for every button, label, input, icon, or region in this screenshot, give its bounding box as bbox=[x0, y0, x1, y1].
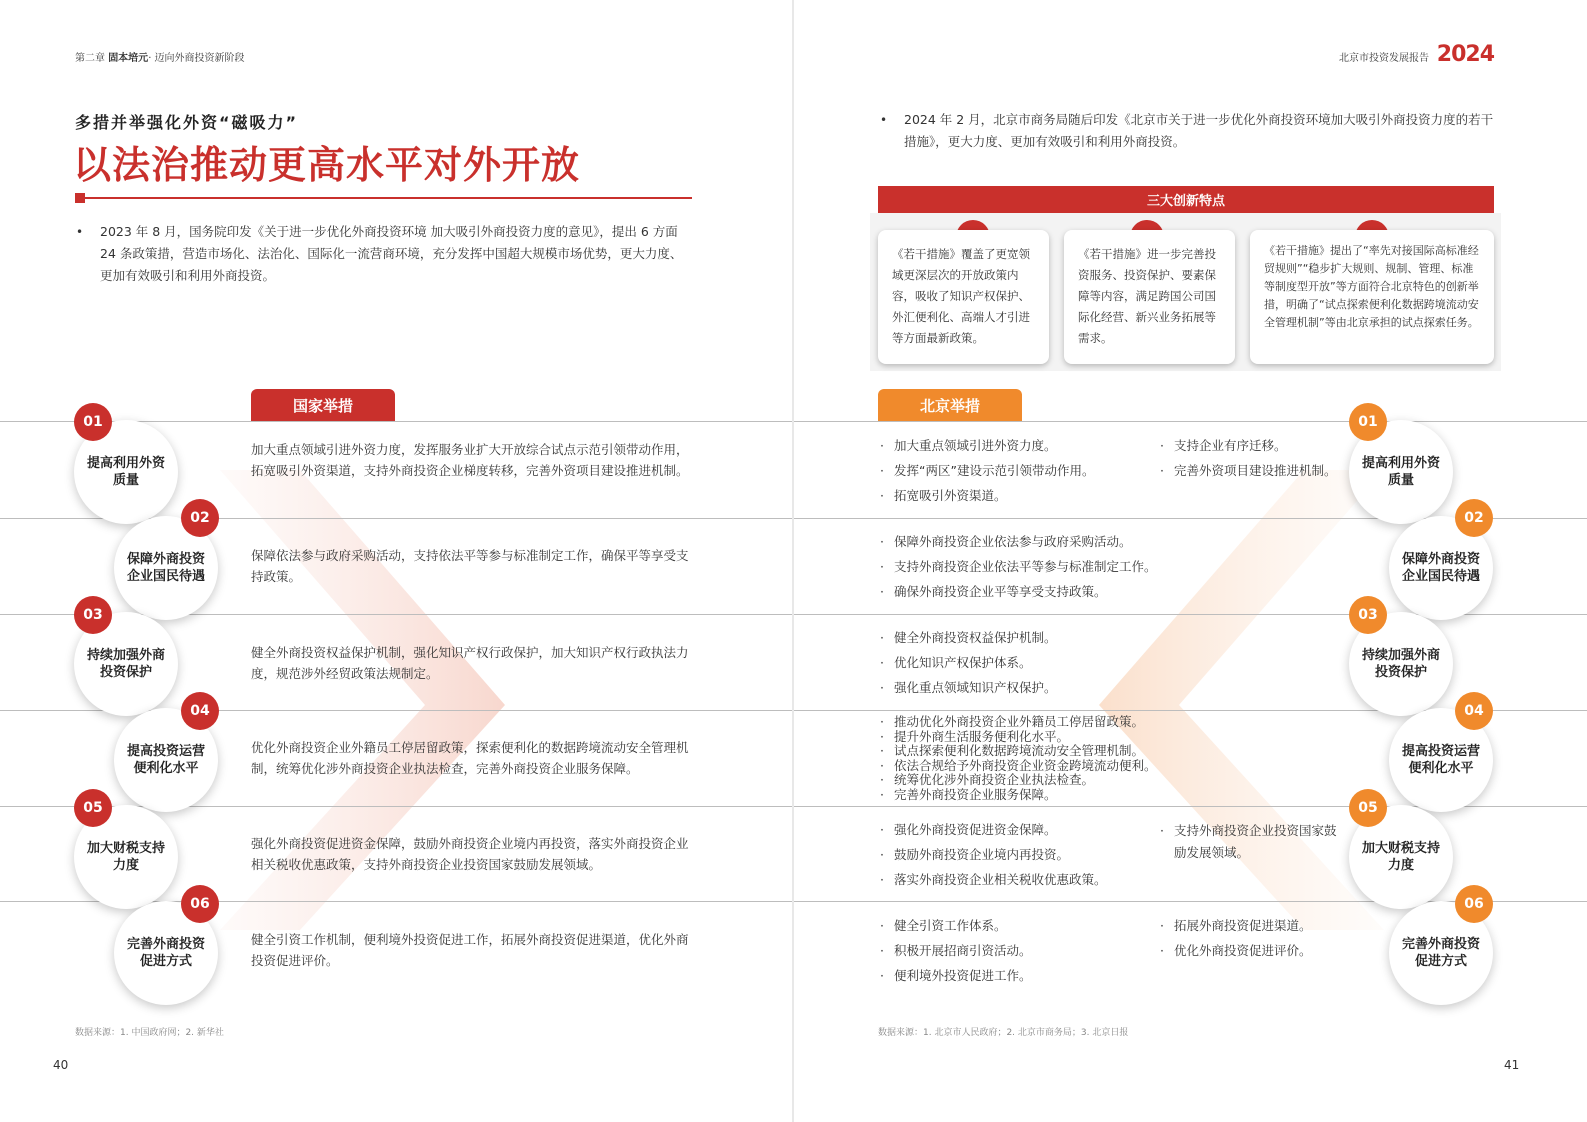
list-item: · 优化知识产权保护体系。 bbox=[880, 650, 1057, 675]
list-item: · 依法合规给予外商投资企业资金跨境流动便利。 bbox=[880, 759, 1157, 774]
title-divider bbox=[75, 197, 692, 199]
list-item: · 支持外商投资企业依法平等参与标准制定工作。 bbox=[880, 554, 1157, 579]
measure-number-badge: 04 bbox=[181, 692, 219, 730]
list-item: · 试点探索便利化数据跨境流动安全管理机制。 bbox=[880, 744, 1157, 759]
beijing-measure-list bbox=[1160, 913, 1312, 963]
innovation-card: 《若干措施》覆盖了更宽领域更深层次的开放政策内容，吸收了知识产权保护、外汇便利化、高端人才引进等方面最新政策。 bbox=[878, 230, 1049, 364]
title-divider-marker bbox=[75, 193, 85, 203]
page-number: 40 bbox=[53, 1058, 69, 1072]
list-item: · 拓宽吸引外资渠道。 bbox=[880, 483, 1094, 508]
beijing-measure-list bbox=[880, 913, 1032, 988]
report-header-year: 2024 bbox=[1436, 42, 1494, 67]
section-subtitle: 多措并举强化外资“磁吸力” bbox=[75, 113, 299, 132]
measure-number-badge: 05 bbox=[74, 789, 112, 827]
list-item: · 鼓励外商投资企业境内再投资。 bbox=[880, 842, 1107, 867]
list-item: · 推动优化外商投资企业外籍员工停居留政策。 bbox=[880, 715, 1157, 730]
measure-number-badge: 01 bbox=[1349, 403, 1387, 441]
list-item: · 支持企业有序迁移。 bbox=[1160, 433, 1337, 458]
beijing-measure-list bbox=[880, 715, 1157, 802]
beijing-measure-list bbox=[880, 625, 1057, 700]
measure-number-badge: 06 bbox=[181, 885, 219, 923]
measure-number-badge: 05 bbox=[1349, 789, 1387, 827]
list-item: · 统筹优化涉外商投资企业执法检查。 bbox=[880, 773, 1157, 788]
beijing-measures-tag: 北京举措 bbox=[878, 389, 1022, 422]
page-title: 以法治推动更高水平对外开放 bbox=[73, 143, 581, 187]
page-number: 41 bbox=[1504, 1058, 1520, 1072]
chapter-header: 第二章 固本培元· 迈向外商投资新阶段 bbox=[75, 53, 245, 64]
measure-circle: 提高利用外资质量 bbox=[74, 420, 178, 524]
measure-description: 强化外商投资促进资金保障，鼓励外商投资企业境内再投资，落实外商投资企业相关税收优惠政策，支持外商投资企业投资国家鼓励发展领域。 bbox=[251, 836, 689, 872]
innovation-card: 《若干措施》进一步完善投资服务、投资保护、要素保障等内容，满足跨国公司国际化经营、新兴业务拓展等需求。 bbox=[1064, 230, 1235, 364]
measure-circle: 完善外商投资促进方式 bbox=[114, 901, 218, 1005]
list-item: · 加大重点领域引进外资力度。 bbox=[880, 433, 1094, 458]
measure-number-badge: 01 bbox=[74, 403, 112, 441]
measure-number-badge: 06 bbox=[1455, 885, 1493, 923]
list-item: · 便利境外投资促进工作。 bbox=[880, 963, 1032, 988]
measure-description: 优化外商投资企业外籍员工停居留政策，探索便利化的数据跨境流动安全管理机制，统筹优化涉外商投资企业执法检查，完善外商投资企业服务保障。 bbox=[251, 740, 689, 776]
measure-circle: 加大财税支持力度 bbox=[74, 805, 178, 909]
bullet-dot-icon: • bbox=[880, 113, 888, 127]
measure-circle: 持续加强外商投资保护 bbox=[1349, 612, 1453, 716]
beijing-measure-list bbox=[1160, 820, 1340, 864]
measure-circle: 保障外商投资企业国民待遇 bbox=[1389, 516, 1493, 620]
list-item: · 完善外商投资企业服务保障。 bbox=[880, 788, 1157, 803]
intro-paragraph: • 2023 年 8 月，国务院印发《关于进一步优化外商投资环境 加大吸引外商投资力度的意见》，提出 6 方面 24 条政策措，营造市场化、法治化、国际化一流营商环境，充分发挥中国超大规模市场优势，更大力度、更加有效吸引和利用外商投资。 bbox=[100, 221, 692, 287]
measure-circle: 提高利用外资质量 bbox=[1349, 420, 1453, 524]
list-item: · 积极开展招商引资活动。 bbox=[880, 938, 1032, 963]
beijing-measure-list bbox=[880, 433, 1094, 508]
list-item: · 健全外商投资权益保护机制。 bbox=[880, 625, 1057, 650]
measure-circle: 提高投资运营便利化水平 bbox=[1389, 708, 1493, 812]
measure-number-badge: 04 bbox=[1455, 692, 1493, 730]
list-item: · 拓展外商投资促进渠道。 bbox=[1160, 913, 1312, 938]
list-item: · 确保外商投资企业平等享受支持政策。 bbox=[880, 579, 1157, 604]
measure-circle: 持续加强外商投资保护 bbox=[74, 612, 178, 716]
list-item: · 强化重点领域知识产权保护。 bbox=[880, 675, 1057, 700]
list-item: · 发挥“两区”建设示范引领带动作用。 bbox=[880, 458, 1094, 483]
measure-number-badge: 03 bbox=[74, 596, 112, 634]
measure-number-badge: 03 bbox=[1349, 596, 1387, 634]
measure-circle: 完善外商投资促进方式 bbox=[1389, 901, 1493, 1005]
list-item: · 强化外商投资促进资金保障。 bbox=[880, 817, 1107, 842]
row-divider bbox=[794, 614, 1587, 615]
report-header-title: 北京市投资发展报告 bbox=[1339, 53, 1429, 64]
list-item: · 保障外商投资企业依法参与政府采购活动。 bbox=[880, 529, 1157, 554]
measure-description: 加大重点领域引进外资力度，发挥服务业扩大开放综合试点示范引领带动作用，拓宽吸引外资渠道，支持外商投资企业梯度转移，完善外资项目建设推进机制。 bbox=[251, 442, 689, 478]
beijing-measure-list bbox=[880, 817, 1107, 892]
list-item: · 健全引资工作体系。 bbox=[880, 913, 1032, 938]
measure-number-badge: 02 bbox=[1455, 499, 1493, 537]
measure-number-badge: 02 bbox=[181, 499, 219, 537]
row-divider bbox=[794, 806, 1587, 807]
list-item: · 提升外商生活服务便利化水平。 bbox=[880, 730, 1157, 745]
list-item: · 优化外商投资促进评价。 bbox=[1160, 938, 1312, 963]
national-measures-tag: 国家举措 bbox=[251, 389, 395, 422]
left-page bbox=[0, 0, 793, 1122]
intro-paragraph: • 2024 年 2 月，北京市商务局随后印发《北京市关于进一步优化外商投资环境加大吸引外商投资力度的若干措施》，更大力度、更加有效吸引和利用外商投资。 bbox=[904, 109, 1494, 153]
beijing-measure-list bbox=[1160, 433, 1337, 483]
measure-circle: 保障外商投资企业国民待遇 bbox=[114, 516, 218, 620]
measure-description: 健全外商投资权益保护机制，强化知识产权行政保护，加大知识产权行政执法力度，规范涉外经贸政策法规制定。 bbox=[251, 645, 689, 681]
bullet-dot-icon: • bbox=[76, 225, 84, 239]
data-source: 数据来源：1. 北京市人民政府；2. 北京市商务局；3. 北京日报 bbox=[878, 1028, 1129, 1038]
innovation-header: 三大创新特点 bbox=[878, 186, 1494, 213]
beijing-measure-list bbox=[880, 529, 1157, 604]
measure-description: 健全引资工作机制，便利境外投资促进工作，拓展外商投资促进渠道，优化外商投资促进评价。 bbox=[251, 932, 689, 968]
list-item: · 落实外商投资企业相关税收优惠政策。 bbox=[880, 867, 1107, 892]
right-page bbox=[794, 0, 1587, 1122]
data-source: 数据来源：1. 中国政府网；2. 新华社 bbox=[75, 1028, 224, 1038]
row-divider bbox=[794, 421, 1587, 422]
measure-circle: 提高投资运营便利化水平 bbox=[114, 708, 218, 812]
measure-description: 保障依法参与政府采购活动，支持依法平等参与标准制定工作，确保平等享受支持政策。 bbox=[251, 548, 689, 584]
innovation-card: 《若干措施》提出了“率先对接国际高标准经贸规则”“稳步扩大规则、规制、管理、标准等制度型开放”等方面符合北京特色的创新举措，明确了“试点探索便利化数据跨境流动安全管理机制”等由北京承担的试点探索任务。 bbox=[1250, 230, 1494, 364]
measure-circle: 加大财税支持力度 bbox=[1349, 805, 1453, 909]
list-item: · 支持外商投资企业投资国家鼓励发展领域。 bbox=[1160, 820, 1340, 864]
list-item: · 完善外资项目建设推进机制。 bbox=[1160, 458, 1337, 483]
